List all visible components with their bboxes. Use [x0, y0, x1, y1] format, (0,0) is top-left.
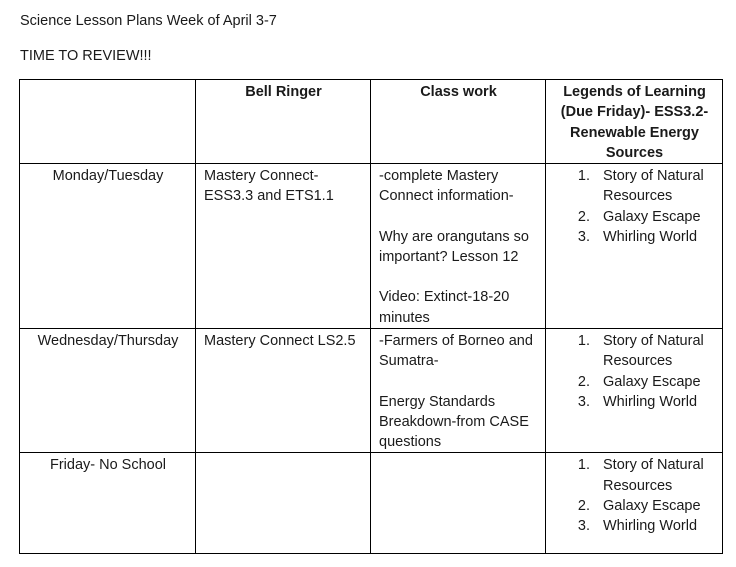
legends-cell: [546, 164, 723, 329]
list-item: 2. Galaxy Escape: [577, 373, 701, 390]
table-header-row: [20, 80, 723, 164]
header-bell-ringer: Bell Ringer: [196, 80, 371, 164]
list-item: 1. Story of Natural Resources: [577, 168, 704, 205]
game-list: [554, 455, 715, 536]
list-item: 3. Whirling World: [577, 393, 698, 410]
class-work-item: Video: Extinct-18-20 minutes: [379, 289, 510, 326]
list-item: 2. Galaxy Escape: [577, 208, 701, 225]
document-title: Science Lesson Plans Week of April 3-7: [20, 13, 277, 29]
list-item: 2. Galaxy Escape: [577, 498, 701, 515]
list-item: 1. Story of Natural Resources: [577, 457, 704, 494]
class-work-item: Energy Standards Breakdown-from CASE questions: [379, 393, 529, 451]
header-class-work: Class work: [371, 80, 546, 164]
bell-ringer-cell: [196, 453, 371, 554]
table-row: [20, 164, 723, 329]
list-item: 1. Story of Natural Resources: [577, 332, 704, 370]
class-work-cell: [371, 164, 546, 329]
class-work-cell: [371, 453, 546, 554]
class-work-cell: [371, 328, 546, 452]
game-list: [554, 331, 715, 412]
day-cell: Wednesday/Thursday: [20, 328, 196, 452]
class-work-item: Why are orangutans so important? Lesson 12: [379, 228, 529, 266]
legends-cell: [546, 453, 723, 554]
day-cell: Monday/Tuesday: [20, 164, 196, 329]
header-legends-of-learning: Legends of Learning (Due Friday)- ESS3.2- Renewable Energy Sources: [546, 80, 723, 164]
bell-ringer-cell: Mastery Connect LS2.5: [196, 328, 371, 452]
day-cell: Friday- No School: [20, 453, 196, 554]
class-work-item: -complete Mastery Connect information-: [379, 168, 514, 205]
legends-cell: [546, 328, 723, 452]
lesson-plan-table: [19, 79, 723, 554]
document-subtitle: TIME TO REVIEW!!!: [20, 48, 152, 64]
game-list: [554, 166, 715, 247]
table-row: [20, 453, 723, 554]
bell-ringer-cell: Mastery Connect- ESS3.3 and ETS1.1: [196, 164, 371, 329]
list-item: 3. Whirling World: [577, 229, 698, 246]
header-day: [20, 80, 196, 164]
class-work-item: -Farmers of Borneo and Sumatra-: [379, 332, 533, 370]
list-item: 3. Whirling World: [577, 518, 698, 535]
table-row: [20, 328, 723, 452]
